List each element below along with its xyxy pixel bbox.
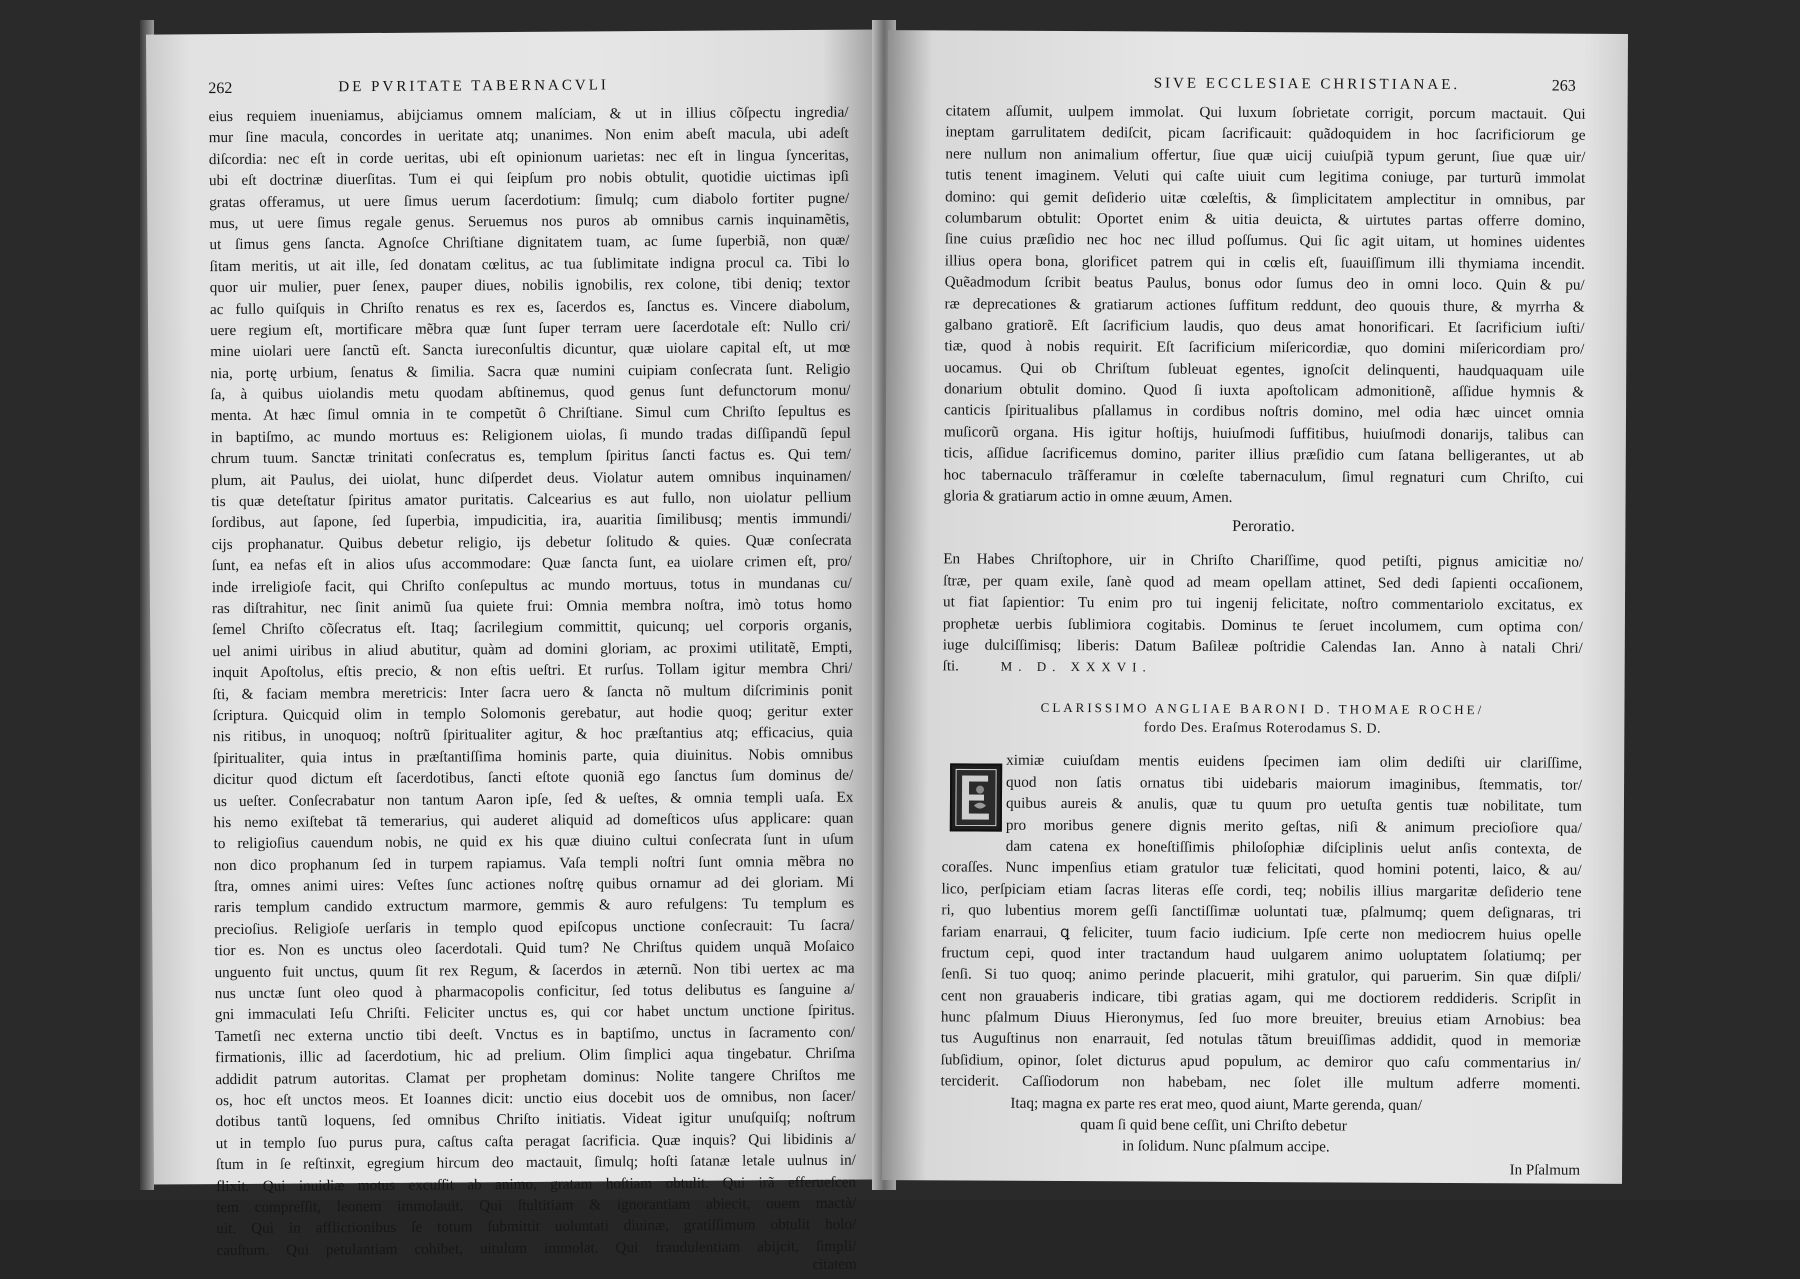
left-body-text	[208, 102, 856, 1262]
left-text-line: ubi eſt doctrinæ diuerſitas. Tum ei qui ſeipſum pro nobis obtulit, quotidie uictimas ipſi	[208, 167, 850, 190]
left-text-line: tior es. Non es unctus oleo ſacerdotali. Quid tum? Ne Chriſtus quidem unquã Moſaico	[214, 937, 855, 960]
left-text-line: ſa, à quibus uiolandis metu quodam abſtinemus, quod genus ſunt defunctorum monu/	[210, 381, 851, 404]
right-body-text	[944, 100, 1586, 510]
left-text-line: ras diſtrahitur, nec ſinit animũ ſua quiete frui: Omnia membra noſtra, imò totus homo	[211, 595, 853, 618]
left-text-line: mine uiolari uere ſanctũ eſt. Sancta iureconſultis dicuntur, quæ uiolare capital eſt, ut mœ	[210, 338, 851, 361]
left-text-line: gni immaculati Ieſu Chriſti. Feliciter unctus es, qui cor habet unctum unctione ſpiritus.	[214, 1002, 855, 1024]
right-text-line: columbarum obtulit: Oportet enim & uitia deuicta, & uirtutes partas offerre domino,	[944, 209, 1586, 230]
peroration-line: iuge dulciſſimisq; liberis: Datum Baſileæ poſtridie Calendas Ian. Anno à natali Chri/	[942, 636, 1583, 657]
letter-text	[940, 750, 1582, 1096]
left-text-line: raris templum candido extructum marmore, gemmis & auro refulgens: Tu templum es	[214, 895, 855, 917]
left-text-line: uere regium eſt, mortificare mẽbra quæ ſunt ſuper terram uere ſacerdotale eſt: Nullo cri/	[210, 317, 851, 340]
letter-line: ri, quo lubentius morem geſſi ſanctiſſimæ uoluntati tuæ, pſalmumq; quem deſignaras, tri	[941, 901, 1582, 922]
left-text-line: Tametſi nec externa unctio tibi deeſt. Vnctus es in baptiſmo, unctus in ſacramento con/	[214, 1023, 856, 1045]
left-text-line: chrum tuum. Sanctæ trinitati conſecratus es, templum ſpiritus ſancti factus es. Qui tem/	[210, 445, 852, 468]
right-text-line: ticis, aſſidue ſacrificemus domino, pariter illius præſidio cum ſatana belligerantes, ut ab	[943, 444, 1584, 465]
left-text-line: tis quæ deteſtatur ſpiritus amator puritatis. Calcearius es aut fullo, non uiolatur pellium	[211, 488, 852, 511]
letter-line: ſubſidium, opinor, ſolet dicturus apud populum, ac demiror quo caſu commentarius in/	[940, 1051, 1581, 1072]
left-text-line: dicitur quod dictum eſt ſacerdotibus, ſancti eſtote quoniã ego ſanctus ſum dominus de/	[213, 766, 854, 789]
letter-line: hunc pſalmum Diuus Hieronymus, ſed ſuo more breuiter, breuius etiam Arnobius: bea	[940, 1008, 1581, 1029]
right-text-line: tiæ, quod à nobis requirit. Eſt ſacrificium miſericordiæ, quo domini miſericordiam pro/	[944, 337, 1585, 359]
left-text-line: ſti, & faciam membra meretricis: Inter ſacra uero & ſancta nõ multum diſcriminis ponit	[212, 681, 853, 703]
letter-line: dam catena ex honeſtiſſimis philoſophiæ diſciplinis uelut anſis contexta, de	[1005, 837, 1582, 858]
letter-block	[940, 750, 1582, 1096]
right-page	[882, 30, 1628, 1184]
letter-line: cent non grauaberis indicare, tibi gratias agam, qui me doctiorem reddideris. Scripſit in	[940, 987, 1581, 1008]
right-text-line: Quẽadmodum ſcribit beatus Paulus, bonus odor ſumus deo in omni loco. Quin & pu/	[944, 273, 1585, 294]
left-text-line: plum, ait Paulus, dei uiolat, hunc diſperdet deus. Violatur autem omnibus inquinamen/	[211, 467, 852, 489]
right-text-line: citatem aſſumit, uulpem immolat. Qui luxum ſobrietate corrigit, porcum mactauit. Qui	[945, 102, 1586, 123]
right-text-line: illius opera bona, glorificet patrem qui in cœlis eſt, ſuauiſſimum illi thymiama incendit.	[944, 252, 1585, 273]
letter-address	[942, 698, 1582, 741]
letter-line: pro moribus genere dignis merito geſtas, niſi & animum precioſiore qua/	[1005, 816, 1582, 837]
left-text-line: cijs prophanatur. Quibus debetur religio, ijs debetur ſolitudo & quies. Quæ conſecrata	[211, 531, 852, 553]
right-text-line: tutis tenent imaginem. Veluti qui caſte uiuit cum legitima coniuge, par turturũ immolat	[945, 166, 1586, 187]
left-text-line: in baptiſmo, ac mundo mortuus es: Religionem uiolas, ſi mundo tradas diſſipandũ ſepul	[210, 424, 851, 446]
peroration-line: ut fiat ſapientior: Tu enim pro tui ingenij felicitate, noſtro commentariolo excitatus, ex	[942, 593, 1584, 614]
letter-line: ſenſi. Si tuo quoq; animo perinde placuerit, mihi gratulor, qui paruerim. Sin quæ diſpli/	[941, 965, 1582, 986]
left-text-line: cauſtum. Qui petulantiam cohibet, uitulum immolat. Qui fraudulentiam abijcit, ſimpli/	[216, 1237, 857, 1259]
left-text-line: tem compreſſit, leonem immolauit. Qui ſtultitiam & ignorantiam abiecit, ouem mactà/	[216, 1194, 857, 1217]
left-text-line: uit. Qui in afflictionibus ſe totum ſubmittit uoluntati diuinæ, gratiſſimum obtulit holo/	[216, 1215, 857, 1238]
left-catchword: citatem	[812, 1256, 857, 1274]
right-text-line: uocamus. Qui ob Chriſtum ſubleuat egentes, ignoſcit delinquenti, haudquaquam uile	[944, 359, 1585, 380]
left-text-line: non dico prophanum ſed in turpem rapiamus. Vaſa templi noſtri ſunt omnia mẽbra no	[213, 852, 854, 874]
left-text-line: ſemel Chriſto cõſecratus eſt. Itaq; ſacrilegium committit, quicunq; uel corporis organis,	[212, 617, 853, 639]
letter-line: ximiæ cuiuſdam mentis euidens ſpecimen iam olim dediſti uir clariſſime,	[1006, 752, 1583, 773]
right-catchword: In Pſalmum	[1509, 1161, 1581, 1179]
address-line-2: fordo Des. Eraſmus Roterodamus S. D.	[1143, 720, 1382, 738]
left-text-line: ſtum in ſe reſtinxit, egregium hircum deo mactauit, ſimulq; hoſti ſatanæ letale uulnus in/	[215, 1151, 856, 1174]
left-text-line: quor uir mulier, puer ſenex, pauper diues, nobilis ignobilis, rex colone, tibi deniq; textor	[209, 274, 850, 297]
left-text-line: addidit patrum autoritas. Clamat per prophetam dominus: Nolite tangere Chriſtos me	[215, 1066, 856, 1088]
left-text-line: ut in templo ſuo purus pura, caſtus caſta peragat ſacrificia. Quæ inquis? Qui libidinis a/	[215, 1130, 856, 1152]
right-folio: 263	[1551, 77, 1576, 95]
left-text-line: dotibus tantũ loquens, ſed omnibus Chriſto initiatis. Videat igitur unuſquiſq; noſtrum	[215, 1109, 856, 1131]
left-text-line: mur ſine macula, concordes in ueritate atq; unanimes. Non enim abeſt macula, ubi adeſt	[208, 125, 849, 147]
left-text-line: ſordibus, aut ſapone, ſed ſuperbia, impudicitia, ira, auaritia ſimilibusq; mentis immundi/	[211, 510, 852, 532]
right-text-line: gloria & gratiarum actio in omne æuum, Amen.	[943, 487, 1233, 506]
decorated-initial-e-icon	[950, 764, 1002, 832]
dateline	[943, 656, 1583, 681]
letter-closing	[940, 1092, 1580, 1158]
letter-line: quibus aureis & anulis, quæ tu quum pro uetuſta gentis tuæ nobilitate, tum	[1005, 794, 1583, 815]
peroration-line: En Habes Chriſtophore, uir in Chriſto Chariſſime, quod petiſti, pignus amicitiæ no/	[943, 550, 1584, 572]
peroration-line: prophetæ uerbis ſublimiora cogitabis. Dominus te ſeruet incolumem, cum optima con/	[942, 614, 1583, 636]
letter-line: coraſſes. Nunc impenſius etiam gratulor tuæ felicitati, quod homini potenti, laico, & au/	[941, 858, 1582, 880]
left-text-line: unguento fuit unctus, quum ſit rex Regum, & ſacerdos in æternũ. Non tibi uertex ac ma	[214, 959, 855, 981]
right-text-line: galbano gratiorẽ. Eſt ſacrificium laudis, quo deus amat honorificari. Et ſacrificium iuſti/	[944, 316, 1585, 337]
letter-line: terciderit. Caſſiodorum non habebam, nec ſolet ille multum adferre momenti.	[940, 1072, 1581, 1093]
letter-line: fariam enarraui, ꝗ feliciter, tuum facio iudicium. Ipſe certe non mediocrem huius opelle	[941, 922, 1582, 944]
left-text-line: us ueſter. Conſecrabatur non tantum Aaron ipſe, ſed & ueſtes, & omnia templi uaſa. Ex	[213, 788, 854, 810]
left-text-line: uel animi uiribus in aliud abutitur, quàm ad domini gloriam, ac proximi utilitatẽ, Empti,	[212, 638, 853, 660]
left-text-line: diſcordia: nec eſt in corde ueritas, ubi eſt opinionum uarietas: nec eſt in lingua ſynceritas,	[208, 146, 849, 168]
right-text-line: nere nullum non animalium offertur, ſiue quæ uicij cuiuſpiã typum gerunt, ſiue quæ uir/	[945, 145, 1586, 166]
left-running-head	[208, 76, 848, 106]
letter-line: lico, perſpiciam etiam ſacras literas eſſe cordi, teq; nobilis illius margaritæ deſiderio tene	[941, 880, 1582, 901]
left-text-line: his nemo exiſtebat tã temerarius, qui auderet aliquid ad domeſticos uſus applicare: quan	[213, 809, 854, 832]
right-text-line: canticis ſpiritualibus pſallamus in cordibus noſtris domino, mel odia hæc uincet omnia	[943, 401, 1585, 423]
letter-line: quod non ſatis ornatus tibi uidebaris maiorum imaginibus, ſtemmatis, tor/	[1006, 773, 1583, 794]
left-text-line: ut ſimus gens ſancta. Agnoſce Chriſtiane dignitatem tuam, ac ſume ſuperbiã, non quæ/	[209, 232, 850, 254]
address-line-1: CLARISSIMO ANGLIAE BARONI D. THOMAE ROCHE/	[1040, 700, 1485, 718]
peroration-text	[943, 549, 1584, 659]
right-running-title: SIVE ECCLESIAE CHRISTIANAE.	[1153, 75, 1461, 94]
left-text-line: nus unctæ ſunt oleo quod à pharmacopolis conficitur, ſed totus delibutus es ſanguine a/	[214, 980, 855, 1003]
peroration-line: ſtræ, per quam exile, ſanè quod ad meam opellam attinet, Sed dedi ſapienti occaſionem,	[943, 572, 1584, 593]
left-text-line: flixit. Qui inuidiæ motus excuſſit ab animo, gratam hoſtiam obtulit. Qui irã efferueſcen	[215, 1173, 857, 1195]
letter-line: tus Auguſtinus non enarrauit, ſed notulas tãtum breuiſſimas addidit, quod in memoriæ	[940, 1029, 1581, 1051]
right-text-line: hoc tabernaculo trãſferamur in cœleſte tabernaculum, ſimul regnaturi cum Chriſto, cui	[943, 466, 1584, 487]
right-text-line: ſine cuius præſidio nec hoc nec illud poſſumus. Qui ſic agit uitam, ut homines uidentes	[944, 230, 1585, 252]
right-text-line: ineptam garrulitatem dediſcit, picam ſacrificauit: quãdoquidem in hoc ſacrificiorum ge	[945, 123, 1586, 145]
letter-line: fructum cepi, quod inter tractandum haud uulgarem animo uoluptatem ſolatiumq; per	[941, 944, 1582, 965]
left-text-line: ſpiritualiter, quia intus in præſtantiſſima hominis parte, quia diuinitus. Nobis omnibus	[212, 745, 854, 767]
closing-line: Itaq; magna ex parte res erat meo, quod aiunt, Marte gerenda, quan/	[1010, 1094, 1423, 1114]
dateline-year: M. D. XXXVI.	[1000, 659, 1152, 675]
left-text-line: precioſius. Religioſe uerſaris in templo quod epiſcopus unctione conſecrauit: Tu ſacra/	[214, 916, 855, 938]
closing-line: in ſolidum. Nunc pſalmum accipe.	[1122, 1136, 1330, 1156]
left-text-line: nis ritibus, in unoquoq; noſtrũ ſpiritualiter agitur, & hoc præſtantius atq; efficacius, quia	[212, 723, 853, 746]
left-text-line: inde irreligioſe facit, qui Chriſto conſepultus ac mundo mortuus, totus in mundanas cu/	[211, 574, 852, 596]
left-text-line: firmationis, illic ad ſacerdotium, hic ad prelium. Olim ſimplici aqua tingebatur. Chriſma	[215, 1044, 856, 1067]
left-text-line: gratas offeramus, ut uere ſimus uerum ſacerdotium: ſimulq; cum diabolo fortiter pugne/	[209, 189, 850, 211]
right-text-line: domino: qui gemit deſiderio uitæ cœleſtis, & ſimplicitatem amplectitur in omnibus, par	[945, 187, 1586, 209]
left-text-line: os, hoc eſt unctos meos. Et Ioannes dicit: unctio eius docebit uos de omnibus, non ſacer/	[215, 1087, 856, 1110]
right-text-line: muſicorũ organa. His igitur hoſtijs, huiuſmodi ſuffitibus, huiuſmodi donarijs, talibus can	[943, 423, 1584, 444]
left-text-line: inquit Apoſtolus, eſtis precio, & non eſtis ueſtri. Et rurſus. Tollam igitur membra Chri/	[212, 659, 853, 682]
left-running-title: DE PVRITATE TABERNACVLI	[338, 77, 609, 96]
left-text-line: to religioſius cauendum nobis, ne quid ex his quæ diuino cultui conſecrata ſunt in uſum	[213, 830, 854, 853]
left-text-line: nia, portę urbium, ſenatus & ſimilia. Sacra quæ numini cuipiam conſecrata ſunt. Religio	[210, 360, 851, 382]
right-running-head	[946, 74, 1586, 103]
dateline-prefix: ſti.	[942, 658, 959, 675]
left-text-line: ſitam meritis, ut ait ille, ſed donatam cœlitus, ac tua ſublimitate indigna procul ca. Tibi lo	[209, 253, 850, 275]
left-text-line: menta. At hæc ſimul omnia in te competũt ô Chriſtiane. Simul cum Chriſto ſepultus es	[210, 403, 851, 425]
left-text-line: ſcriptura. Quicquid olim in templo Solomonis gerebatur, aut hodie quoq; geritur exter	[212, 702, 853, 725]
left-text-line: mus, ut uere ſimus regale genus. Seruemus nos puros ab omnibus carnis inquinamẽtis,	[209, 210, 850, 233]
left-page	[146, 29, 889, 1274]
right-text-line: donarium obtulit domino. Quod ſi iuxta apoſtolicam admonitionẽ, aſſidue hymnis &	[944, 380, 1585, 401]
peroration-heading: Peroratio.	[1232, 518, 1295, 536]
right-text-line: ræ deprecationes & gratiarum actiones ſuffitum reddunt, deo quouis thure, & myrrha &	[944, 294, 1585, 316]
left-text-line: ac fullo quiſquis in Chriſto renatus es rex es, ſacerdos es, ſanctus es. Vincere diabolum,	[209, 296, 850, 318]
left-text-line: eius requiem inueniamus, abijciamus omnem malíciam, & ut in illius cõſpectu ingredia/	[208, 103, 849, 126]
left-text-line: ſunt, ea nefas eſt in alios uſus accommodare: Quæ ſancta ſunt, ea uiolare crimen eſt, pro/	[211, 552, 852, 575]
closing-line: quam ſi quid bene ceſſit, uni Chriſto debetur	[1080, 1115, 1347, 1135]
left-text-line: ſtra, omnes animi uires: Veſtes ſunc actiones noſtrę quibus ornamur ad dei gloriam. Mi	[213, 873, 854, 896]
left-folio: 262	[208, 79, 233, 98]
